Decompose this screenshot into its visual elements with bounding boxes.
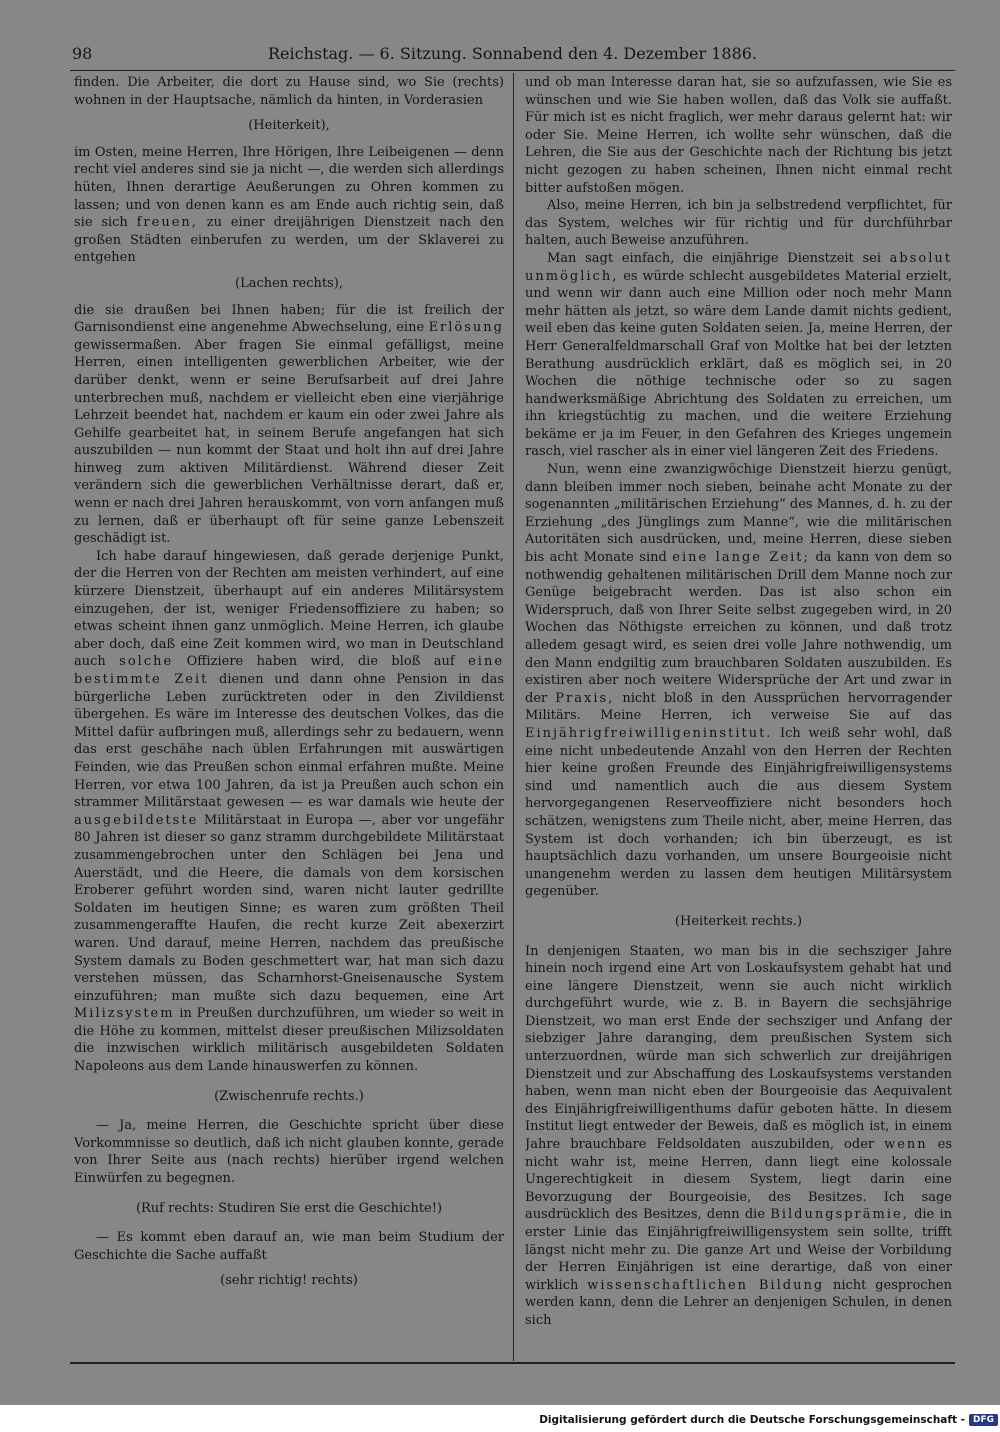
paragraph: Ich habe darauf hingewiesen, daß gerade derjenige Punkt, der die Herren von der Rechten am meisten verhindert, auf eine kürzere Dienstzeit, überhaupt auf ein anderes Militärsystem einzugehen, der ist, weniger Friedensoffiziere zu haben; so etwas scheint ihnen ganz unmöglich. Meine Herren, ich glaube aber doch, daß eine Zeit kommen wird, wo man in Deutschland auch solche Offiziere haben wird, die bloß auf eine bestimmte Zeit dienen und dann ohne Pension in das bürgerliche Leben zurücktreten oder in den Zivildienst übergehen. Es wäre im Interesse des deutschen Volkes, das die Mittel dafür aufbringen muß, allerdings sehr zu bedauern, wenn das erst geschähe nach üblen Erfahrungen mit auswärtigen Feinden, wie das Preußen schon einmal erfahren mußte. Meine Herren, vor etwa 100 Jahren, da ist ja Preußen auch schon ein strammer Militärstaat gewesen — es war damals wie heute der ausgebildetste Militärstaat in Europa —, aber vor ungefähr 80 Jahren ist dieser so ganz stramm durchgebildete Militärstaat zusammengebrochen unter den Schlägen bei Jena und Auerstädt, und die Heere, die damals von dem korsischen Eroberer geführt worden sind, waren nicht lauter gedrillte Soldaten im heutigen Sinne; es waren zum größten Theil zusammengeraffte Haufen, die recht kurze Zeit abexerzirt waren. Und darauf, meine Herren, nachdem das preußische System damals zu Boden geschmettert war, hat man sich dazu verstehen müssen, das Scharnhorst-Gneisenausche System einzuführen; man mußte sich dazu bequemen, eine Art Milizsystem in Preußen durchzuführen, um wieder so weit in die Höhe zu kommen, mittelst dieser preußischen Milizsoldaten die inzwischen wirklich militärisch ausgebildeten Soldaten Napoleons aus dem Lande hinauswerfen zu können.: [74, 548, 504, 1075]
interjection: (Heiterkeit),: [248, 118, 330, 134]
paragraph: Nun, wenn eine zwanzigwöchige Dienstzeit hierzu genügt, dann bleiben immer noch sieben, beinahe acht Monate zu der sogenannten „militärischen Erziehung“ des Mannes, d. h. zu der Erziehung „des Jünglings zum Manne“, wie die militärischen Autoritäten sich ausdrücken, und, meine Herren, diese sieben bis acht Monate sind eine lange Zeit; da kann von dem so nothwendig gehaltenen militärischen Drill dem Manne noch zur Genüge beigebracht werden. Das ist also schon ein Widerspruch, daß von Ihrer Seite selbst zugegeben wird, in 20 Wochen das Nöthigste erreichen zu können, und daß trotz alledem gesagt wird, es seien drei volle Jahre nothwendig, um den Mann endgiltig zum brauchbaren Soldaten auszubilden. Es existiren aber noch weitere Widersprüche der Art und zwar in der Praxis, nicht bloß in den Aussprüchen hervorragender Militärs. Meine Herren, ich verweise Sie auf das Einjährigfreiwilligeninstitut. Ich weiß sehr wohl, daß eine nicht unbedeutende Anzahl von den Herren der Rechten hier keine großen Freunde des Einjährigfreiwilligensystems sind und namentlich auch die aus diesem System hervorgegangenen Reserveoffiziere nicht besonders hoch schätzen, wenigstens zum Theile nicht, aber, meine Herren, das System ist doch vorhanden; ich bin überzeugt, es ist hauptsächlich dazu vorhanden, um unsere Bourgeoisie nicht unangenehm werden zu lassen dem heutigen Militärsystem gegenüber.: [525, 462, 952, 900]
interjection: (Ruf rechts: Studiren Sie erst die Geschichte!): [135, 1200, 443, 1216]
page-header: [70, 40, 955, 71]
bottom-rule: [70, 1362, 955, 1364]
paragraph: — Es kommt eben darauf an, wie man beim Studium der Geschichte die Sache auffaßt: [74, 1230, 504, 1263]
spaced-emphasis: Erlösung: [428, 320, 504, 336]
paragraph: die sie draußen bei Ihnen haben; für die ist freilich der Garnisondienst eine angenehme Abwechselung, eine Erlösung gewissermaßen. Aber fragen Sie einmal gefälligst, meine Herren, einen intelligenten gewerblichen Arbeiter, wie der darüber denkt, wenn er seine Berufsarbeit auf drei Jahre unterbrechen muß, nachdem er vielleicht eben eine vierjährige Lehrzeit beendet hat, nachdem er kaum ein oder zwei Jahre als Gehilfe gearbeitet hat, in seinem Berufe angefangen hat sich auszubilden — nun kommt der Staat und holt ihn auf drei Jahre hinweg zum aktiven Militärdienst. Während dieser Zeit verändern sich die gewerblichen Verhältnisse derart, daß er, wenn er nach drei Jahren herauskommt, von vorn anfangen muß zu lernen, daß er überhaupt oft für seine ganze Lebenszeit geschädigt ist.: [74, 302, 504, 547]
interjection: (Heiterkeit rechts.): [674, 913, 803, 929]
spaced-emphasis: solche: [119, 654, 174, 670]
spaced-emphasis: ausgebildetste: [74, 812, 199, 828]
spaced-emphasis: freuen,: [136, 215, 198, 231]
paragraph: Man sagt einfach, die einjährige Dienstzeit sei absolut unmöglich, es würde schlecht ausgebildetes Material erzielt, und wenn wir dann auch eine Million oder noch mehr Mann mehr hätten als jetzt, so wäre dem Lande damit nichts gedient, weil eben das keine guten Soldaten seien. Ja, meine Herren, der Herr Generalfeldmarschall Graf von Moltke hat bei der letzten Berathung ausdrücklich erklärt, daß es möglich sei, in 20 Wochen die nöthige technische oder so zu sagen handwerksmäßige Abrichtung des Soldaten zu erreichen, um ihn kriegstüchtig zu machen, und die weitere Erziehung bekäme er ja im Feuer, in den Gefahren des Krieges ungemein rasch, viel rascher als in einer viel längeren Zeit des Friedens.: [525, 250, 952, 460]
interjection: (Zwischenrufe rechts.): [214, 1088, 364, 1104]
funding-credit: Digitalisierung gefördert durch die Deutsche Forschungsgemeinschaft -: [539, 1414, 965, 1426]
spaced-emphasis: absolut unmöglich,: [525, 250, 952, 284]
interjection: (sehr richtig! rechts): [220, 1273, 358, 1289]
spaced-emphasis: wenn: [884, 1137, 928, 1153]
interjection: (Lachen rechts),: [235, 275, 343, 291]
paragraph: und ob man Interesse daran hat, sie so aufzufassen, wie Sie es wünschen und wie Sie haben wollen, daß das Volk sie auffaßt. Für mich ist es nicht fraglich, wer mehr daraus gelernt hat: wir oder Sie. Meine Herren, ich wollte sehr wünschen, daß die Lehren, die Sie aus der Geschichte nach der Richtung bis jetzt nicht gezogen zu haben scheinen, Ihnen nicht einmal recht bitter aufstoßen mögen.: [525, 75, 952, 196]
paragraph: im Osten, meine Herren, Ihre Hörigen, Ihre Leibeigenen — denn recht viel anderes sind sie ja nicht —, die werden sich allerdings hüten, Ihnen derartige Aeußerungen zu Ohren kommen zu lassen; und von denen kann es am Ende auch richtig sein, daß sie sich freuen, zu einer dreijährigen Dienstzeit nach den großen Städten einberufen zu werden, um der Sklaverei zu entgehen: [74, 144, 504, 266]
spaced-emphasis: eine bestimmte Zeit: [74, 654, 504, 687]
running-title: Reichstag. — 6. Sitzung. Sonnabend den 4. Dezember 1886.: [267, 44, 758, 63]
spaced-emphasis: wissenschaftlichen Bildung: [587, 1277, 825, 1293]
paragraph: In denjenigen Staaten, wo man bis in die sechsziger Jahre hinein noch irgend eine Art von Loskaufsystem gehabt hat und eine längere Dienstzeit, wenn sie auch nicht wirklich durchgeführt wurde, wie z. B. in Bayern die sechsjährige Dienstzeit, wo man erst Ende der sechsziger und Anfang der siebziger Jahre daranging, dem preußischen System sich unterzuordnen, würde man sich schwerlich zur dreijährigen Dienstzeit und zur Abschaffung des Loskaufsystems verstanden haben, wenn man nicht eben der Bourgeoisie das Aequivalent des Einjährigfreiwilligenthums dafür geboten hätte. In diesem Institut liegt entweder der Beweis, daß es möglich ist, in einem Jahre brauchbare Feldsoldaten auszubilden, oder wenn es nicht wahr ist, meine Herren, dann liegt eine kolossale Ungerechtigkeit in diesem System, liegt darin eine Bevorzugung der Bourgeoisie, des Besitzes. Ich sage ausdrücklich des Besitzes, denn die Bildungsprämie, die in erster Linie das Einjährigfreiwilligensystem sein sollte, trifft längst nicht mehr zu. Die ganze Art und Weise der Vorbildung der Herren Einjährigen ist eine derartige, daß von einer wirklich wissenschaftlichen Bildung nicht gesprochen werden kann, denn die Lehrer an denjenigen Schulen, in denen sich: [525, 943, 952, 1328]
paragraph: Also, meine Herren, ich bin ja selbstredend verpflichtet, für das System, welches wir für richtig und für durchführbar halten, auch Beweise anzuführen.: [525, 198, 952, 249]
footer-credit: [539, 1414, 998, 1426]
page-number: 98: [72, 44, 93, 63]
spaced-emphasis: Einjährigfreiwilligeninstitut.: [525, 725, 773, 741]
column-divider: [513, 73, 514, 1361]
paragraph: — Ja, meine Herren, die Geschichte spricht über diese Vorkommnisse so deutlich, daß ich nicht glauben konnte, gerade von Ihrer Seite aus (nach rechts) hierüber irgend welchen Einwürfen zu begegnen.: [74, 1118, 504, 1187]
left-column: [74, 74, 504, 1360]
dfg-logo: DFG: [969, 1414, 998, 1426]
right-column: [525, 74, 952, 1360]
spaced-emphasis: Milizsystem: [74, 1006, 175, 1022]
spaced-emphasis: Bildungsprämie,: [770, 1207, 909, 1223]
spaced-emphasis: eine lange Zeit;: [672, 550, 810, 566]
paragraph: finden. Die Arbeiter, die dort zu Hause sind, wo Sie (rechts) wohnen in der Hauptsache, nämlich da hinten, in Vorderasien: [74, 75, 504, 108]
spaced-emphasis: Praxis,: [555, 690, 615, 706]
